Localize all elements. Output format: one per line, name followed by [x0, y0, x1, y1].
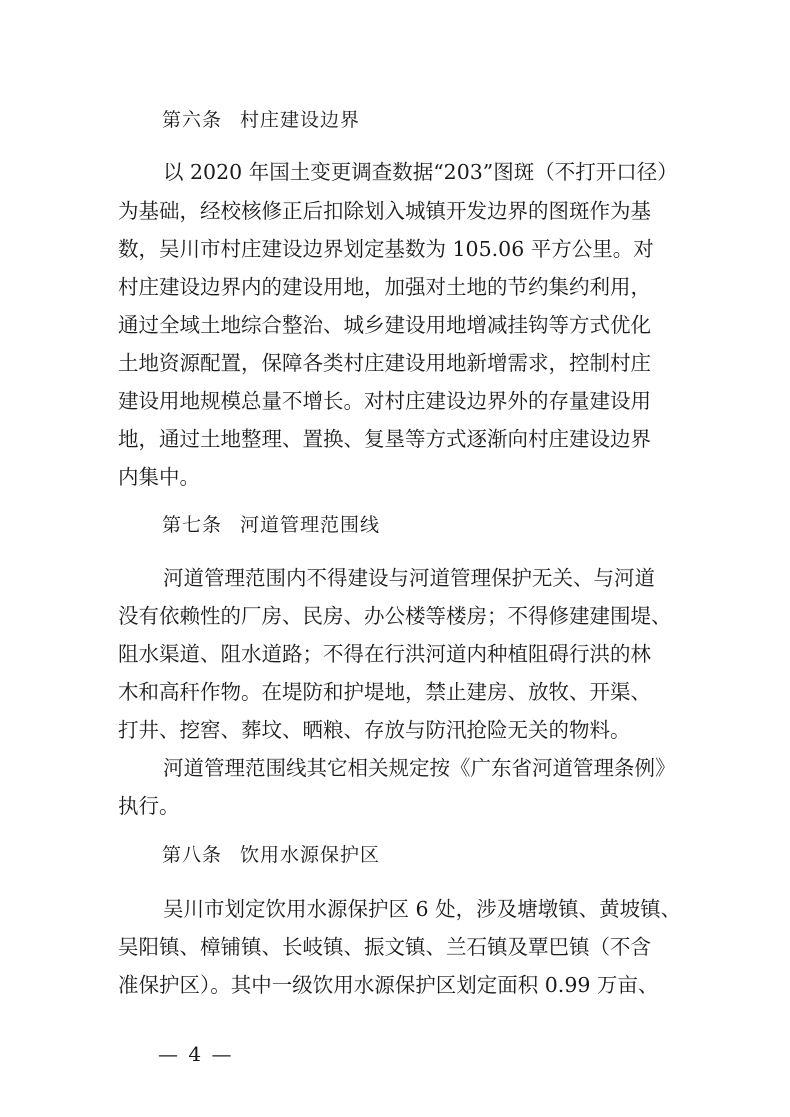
- article-title: 河道管理范围线: [240, 514, 381, 536]
- paragraph-line: 村庄建设边界内的建设用地，加强对土地的节约集约利用，: [118, 275, 651, 299]
- paragraph-line: 阻水渠道、阻水道路；不得在行洪河道内种植阻碍行洪的林: [118, 642, 651, 666]
- paragraph-line: 打井、挖窖、葬坟、晒粮、存放与防汛抢险无关的物料。: [118, 718, 631, 742]
- paragraph-line: 没有依赖性的厂房、民房、办公楼等楼房；不得修建建围堤、: [118, 604, 672, 628]
- article-number: 第八条: [162, 844, 223, 866]
- paragraph-line: 河道管理范围内不得建设与河道管理保护无关、与河道: [163, 566, 655, 590]
- section-heading-6: [162, 108, 360, 132]
- page-number: — 4 —: [158, 1042, 234, 1066]
- paragraph-line: 木和高秆作物。在堤防和护堤地，禁止建房、放牧、开渠、: [118, 680, 651, 704]
- paragraph-line: 内集中。: [118, 465, 200, 489]
- paragraph-line: 准保护区）。其中一级饮用水源保护区划定面积 0.99 万亩、: [118, 973, 659, 997]
- paragraph-line: 吴阳镇、樟铺镇、长岐镇、振文镇、兰石镇及覃巴镇（不含: [118, 935, 651, 959]
- paragraph-line: 数，吴川市村庄建设边界划定基数为 105.06 平方公里。对: [118, 237, 654, 261]
- article-title: 饮用水源保护区: [240, 844, 381, 866]
- article-number: 第七条: [162, 514, 223, 536]
- paragraph-line: 河道管理范围线其它相关规定按《广东省河道管理条例》: [163, 756, 676, 780]
- paragraph-line: 地，通过土地整理、置换、复垦等方式逐渐向村庄建设边界: [118, 427, 651, 451]
- paragraph-line: 通过全域土地综合整治、城乡建设用地增减挂钩等方式优化: [118, 313, 651, 337]
- paragraph-line: 吴川市划定饮用水源保护区 6 处，涉及塘墩镇、黄坡镇、: [163, 897, 682, 921]
- paragraph-line: 为基础，经校核修正后扣除划入城镇开发边界的图斑作为基: [118, 199, 651, 223]
- section-heading-7: [162, 513, 380, 537]
- section-heading-8: [162, 843, 380, 867]
- paragraph-line: 执行。: [118, 794, 180, 818]
- paragraph-line: 土地资源配置，保障各类村庄建设用地新增需求，控制村庄: [118, 351, 651, 375]
- paragraph-line: 以 2020 年国土变更调查数据“203”图斑（不打开口径）: [163, 160, 678, 184]
- paragraph-line: 建设用地规模总量不增长。对村庄建设边界外的存量建设用: [118, 389, 651, 413]
- article-number: 第六条: [162, 109, 223, 131]
- article-title: 村庄建设边界: [240, 109, 361, 131]
